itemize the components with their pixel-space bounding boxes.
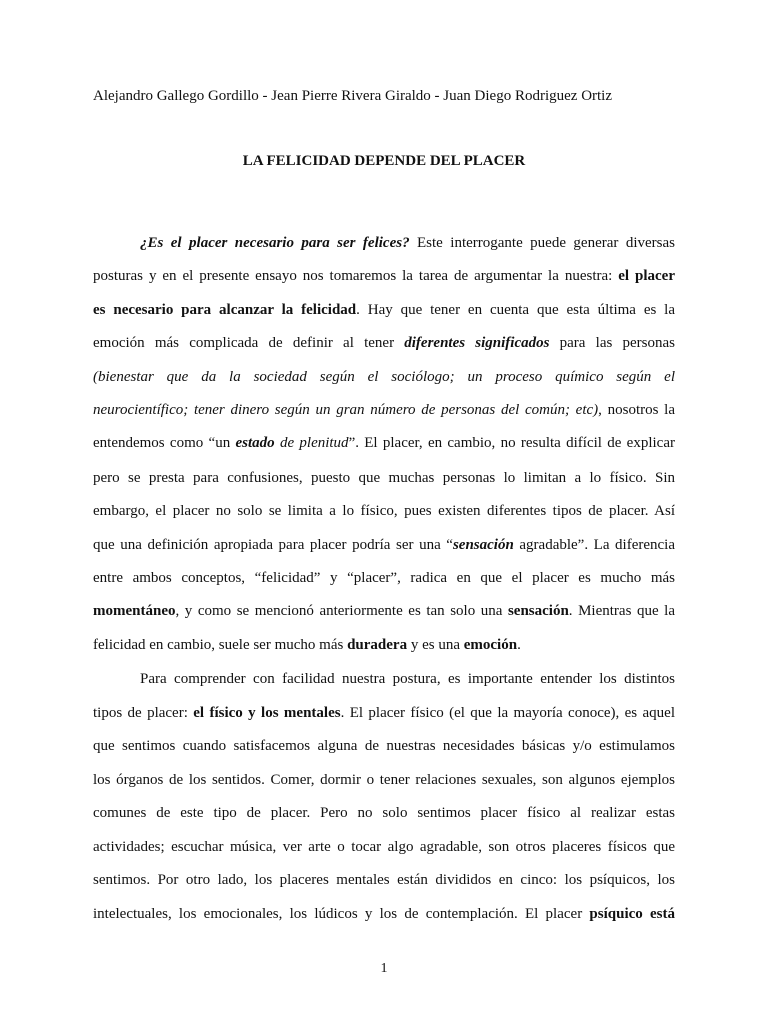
paragraph-line — [93, 535, 675, 555]
text-span: felicidad en cambio, suele ser mucho más — [93, 637, 348, 653]
bold-text: psíquico está — [589, 906, 675, 922]
paragraph-line: embargo, el placer no solo se limita a lo físico, pues existen diferentes tipos de placer. Así — [93, 503, 675, 519]
bold-text: el físico y los mentales — [193, 705, 341, 721]
paragraph-line: entre ambos conceptos, “felicidad” y “placer”, radica en que el placer es mucho más — [93, 570, 675, 586]
bold-text: duradera — [347, 637, 408, 653]
paragraph-line: que sentimos cuando satisfacemos alguna de nuestras necesidades básicas y/o estimulamos — [93, 738, 675, 754]
paragraph-line: pero se presta para confusiones, puesto que muchas personas lo limitan a lo físico. Sin — [93, 470, 675, 486]
authors-line: Alejandro Gallego Gordillo - Jean Pierre Rivera Giraldo - Juan Diego Rodriguez Ortiz — [93, 88, 613, 104]
text-span: entendemos como “un — [93, 435, 236, 451]
paragraph-line: los órganos de los sentidos. Comer, dormir o tener relaciones sexuales, son algunos ejemplos — [93, 772, 675, 788]
question-text: ¿Es el placer necesario para ser felices? — [140, 235, 410, 251]
document-title: LA FELICIDAD DEPENDE DEL PLACER — [242, 153, 526, 169]
text-span: . Mientras que la — [568, 603, 675, 619]
text-span: agradable”. La diferencia — [513, 537, 675, 553]
paragraph-line — [140, 233, 675, 253]
bold-italic-text: sensación — [452, 537, 514, 553]
paragraph-line — [93, 400, 675, 420]
text-span: . El placer físico (el que la mayoría conoce), es aquel — [340, 705, 676, 721]
bold-italic-text: estado — [235, 435, 275, 451]
text-span: emoción más complicada de definir al tener — [93, 335, 405, 351]
italic-text: (bienestar que da la sociedad según el sociólogo; un proceso químico según el — [93, 369, 675, 385]
paragraph-line: actividades; escuchar música, ver arte o tocar algo agradable, son otros placeres físicos que — [93, 839, 675, 855]
bold-text: el placer — [618, 268, 676, 284]
text-span: que una definición apropiada para placer podría ser una “ — [93, 537, 453, 553]
italic-text: neurocientífico; tener dinero según un gran número de personas del común; etc) — [93, 402, 599, 418]
paragraph-line — [93, 266, 675, 286]
paragraph-line — [93, 601, 675, 621]
bold-text: emoción — [463, 637, 518, 653]
text-span: tipos de placer: — [93, 705, 194, 721]
italic-text: de plenitud — [274, 435, 349, 451]
paragraph-line: Para comprender con facilidad nuestra postura, es importante entender los distintos — [140, 671, 675, 687]
text-span: posturas y en el presente ensayo nos tomaremos la tarea de argumentar la nuestra: — [93, 268, 619, 284]
text-span: , y como se mencionó anteriormente es tan solo una — [175, 603, 508, 619]
paragraph-line — [93, 433, 675, 453]
paragraph-line — [93, 367, 675, 387]
text-span: . — [517, 637, 521, 653]
paragraph-line — [93, 904, 675, 924]
text-span: Este interrogante puede generar diversas — [409, 235, 675, 251]
text-span: ”. El placer, en cambio, no resulta difícil de explicar — [348, 435, 675, 451]
bold-text: sensación — [507, 603, 569, 619]
text-span: , nosotros la — [598, 402, 675, 418]
text-span: y es una — [407, 637, 464, 653]
page-number: 1 — [380, 961, 388, 976]
paragraph-line: sentimos. Por otro lado, los placeres mentales están divididos en cinco: los psíquicos, los — [93, 872, 675, 888]
bold-text: es necesario para alcanzar la felicidad — [93, 302, 357, 318]
paragraph-line — [93, 635, 675, 655]
text-span: . Hay que tener en cuenta que esta última es la — [356, 302, 675, 318]
text-span: para las personas — [549, 335, 675, 351]
paragraph-line — [93, 300, 675, 320]
bold-italic-text: diferentes significados — [404, 335, 550, 351]
text-span: intelectuales, los emocionales, los lúdicos y los de contemplación. El placer — [93, 906, 590, 922]
paragraph-line — [93, 333, 675, 353]
paragraph-line — [93, 703, 675, 723]
bold-text: momentáneo — [93, 603, 176, 619]
paragraph-line: comunes de este tipo de placer. Pero no solo sentimos placer físico al realizar estas — [93, 805, 675, 821]
